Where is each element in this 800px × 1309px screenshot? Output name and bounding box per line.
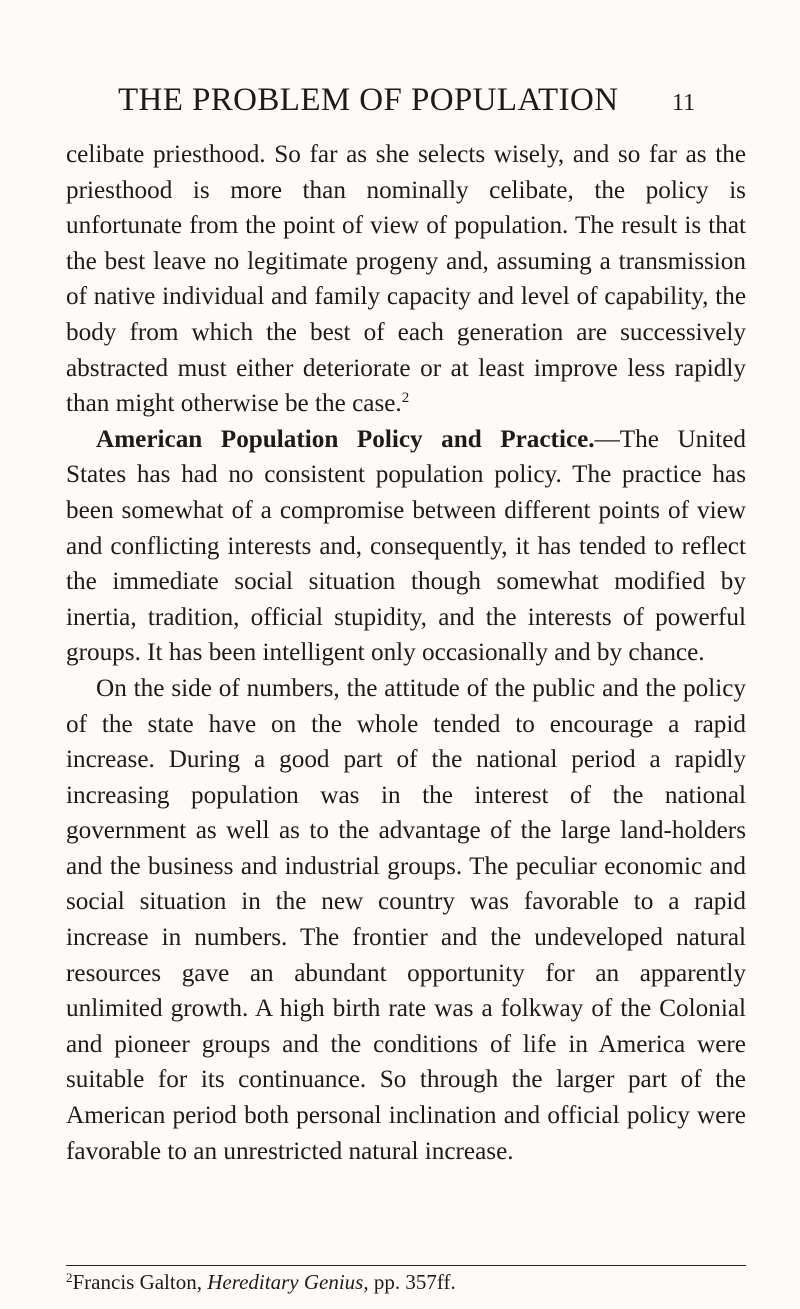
footnote-rule — [66, 1265, 746, 1266]
running-head — [0, 80, 800, 120]
footnote-pages: pp. 357ff. — [373, 1270, 456, 1294]
running-title: THE PROBLEM OF POPULATION — [118, 82, 619, 118]
footnote — [66, 1268, 746, 1296]
body-text — [66, 137, 746, 1169]
paragraph-2 — [66, 422, 746, 671]
paragraph-2-text: —The United States has had no consistent population policy. The practice has been somewhat of a compromise between different points of view and conflicting interests and, consequently, it has tended to reflect the immediate social situation though somewhat modified by inertia, tradition, official stupidity, and the interests of powerful groups. It has been intelligent only occasionally and by chance. — [66, 425, 747, 667]
footnote-marker: 2 — [66, 1270, 73, 1285]
paragraph-1-text: celibate priesthood. So far as she selects wisely, and so far as the priesthood is more than nominally celibate, the policy is unfortunate from the point of view of population. The result is that the best leave no legitimate progeny and, assuming a transmission of native individual and family capacity and level of capability, the body from which the best of each generation are successively abstracted must either deteriorate or at least improve less rapidly than might otherwise be the case. — [66, 141, 746, 418]
footnote-work: Hereditary Genius, — [207, 1270, 369, 1294]
footnote-reference: 2 — [401, 390, 410, 407]
section-heading: American Population Policy and Practice. — [96, 425, 595, 453]
page-number: 11 — [672, 90, 696, 116]
paragraph-3-text: On the side of numbers, the attitude of the public and the policy of the state have on the whole tended to encourage a rapid increase. During a good part of the national period a rapidly increasing population was in the interest of the national government as well as to the advantage of the large land-holders and the business and industrial groups. The peculiar economic and social situation in the new country was favorable to a rapid increase in numbers. The frontier and the undeveloped natural resources gave an abundant opportunity for an apparently unlimited growth. A high birth rate was a folkway of the Colonial and pioneer groups and the conditions of life in America were suitable for its continuance. So through the larger part of the American period both personal inclination and official policy were favorable to an unrestricted natural increase. — [66, 674, 746, 1165]
paragraph-3 — [66, 671, 746, 1169]
footnote-author: Francis Galton, — [72, 1270, 202, 1294]
paragraph-1 — [66, 137, 746, 422]
